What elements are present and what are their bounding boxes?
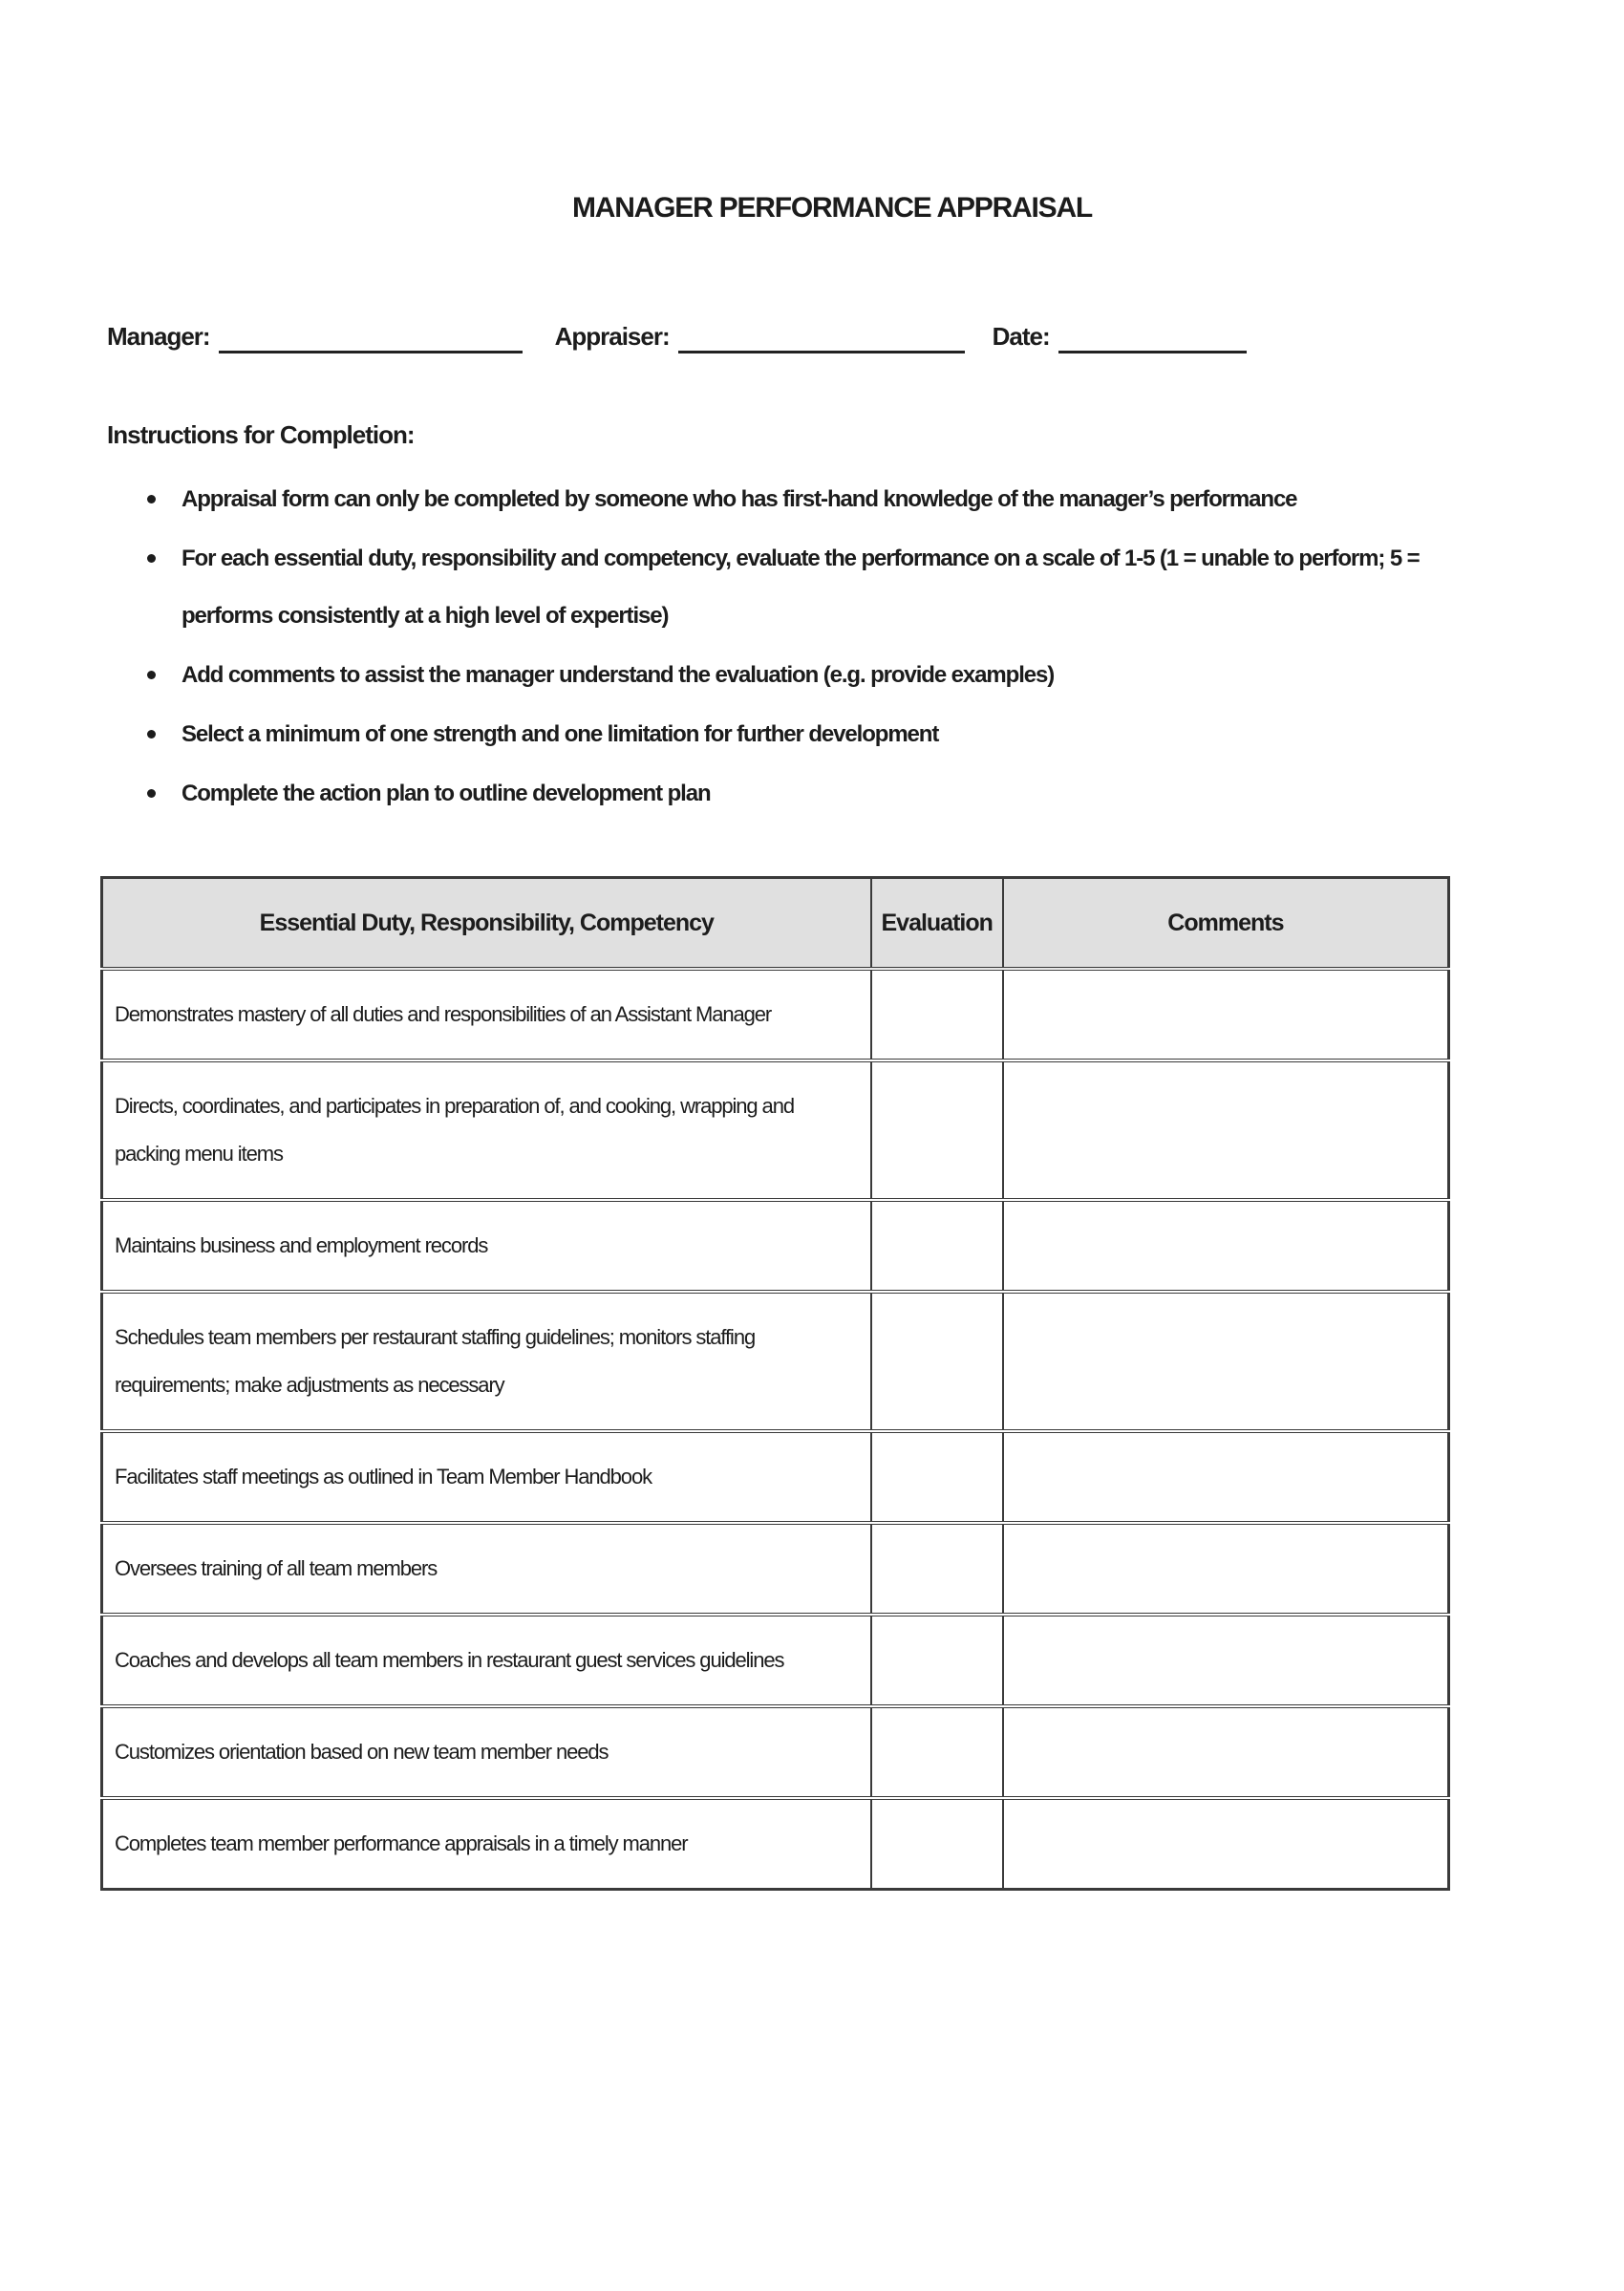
manager-blank-line[interactable]: [219, 344, 523, 353]
table-header-row: [102, 878, 1449, 970]
evaluation-column-header: Evaluation: [871, 878, 1003, 970]
comments-cell[interactable]: [1003, 1431, 1449, 1523]
evaluation-cell[interactable]: [871, 969, 1003, 1060]
duty-cell: Oversees training of all team members: [102, 1523, 871, 1615]
date-label: Date:: [992, 322, 1050, 351]
comments-cell[interactable]: [1003, 1292, 1449, 1431]
duty-column-header: Essential Duty, Responsibility, Competency: [102, 878, 871, 970]
duty-cell: Coaches and develops all team members in restaurant guest services guidelines: [102, 1615, 871, 1706]
fields-row: [107, 322, 1624, 353]
comments-cell[interactable]: [1003, 1615, 1449, 1706]
table-row: [102, 1523, 1449, 1615]
table-row: [102, 1431, 1449, 1523]
appraisal-table: [100, 876, 1450, 1891]
comments-cell[interactable]: [1003, 1798, 1449, 1890]
comments-cell[interactable]: [1003, 1200, 1449, 1292]
instruction-item: Complete the action plan to outline development plan: [145, 765, 1437, 823]
comments-cell[interactable]: [1003, 1706, 1449, 1798]
evaluation-cell[interactable]: [871, 1523, 1003, 1615]
evaluation-cell[interactable]: [871, 1615, 1003, 1706]
table-row: [102, 1292, 1449, 1431]
evaluation-cell[interactable]: [871, 1706, 1003, 1798]
comments-cell[interactable]: [1003, 1060, 1449, 1200]
table-row: [102, 1060, 1449, 1200]
instruction-item: For each essential duty, responsibility and competency, evaluate the performance on a scale of 1-5 (1 = unable to perform; 5 = performs consistently at a high level of expertise): [145, 530, 1437, 645]
duty-cell: Directs, coordinates, and participates in preparation of, and cooking, wrapping and packing menu items: [102, 1060, 871, 1200]
instructions-heading: Instructions for Completion:: [107, 420, 415, 449]
evaluation-cell[interactable]: [871, 1431, 1003, 1523]
document-page: [0, 189, 1624, 2291]
evaluation-cell[interactable]: [871, 1292, 1003, 1431]
appraiser-blank-line[interactable]: [678, 344, 965, 353]
comments-cell[interactable]: [1003, 969, 1449, 1060]
appraiser-label: Appraiser:: [554, 322, 670, 351]
duty-cell: Completes team member performance appraisals in a timely manner: [102, 1798, 871, 1890]
table-row: [102, 1798, 1449, 1890]
evaluation-cell[interactable]: [871, 1798, 1003, 1890]
duty-cell: Demonstrates mastery of all duties and responsibilities of an Assistant Manager: [102, 969, 871, 1060]
table-row: [102, 1615, 1449, 1706]
table-row: [102, 969, 1449, 1060]
instructions-list: [145, 471, 1437, 823]
date-blank-line[interactable]: [1058, 344, 1247, 353]
table-row: [102, 1706, 1449, 1798]
page-title: MANAGER PERFORMANCE APPRAISAL: [571, 192, 1093, 224]
instruction-item: Select a minimum of one strength and one limitation for further development: [145, 706, 1437, 763]
duty-cell: Maintains business and employment records: [102, 1200, 871, 1292]
table-row: [102, 1200, 1449, 1292]
duty-cell: Schedules team members per restaurant staffing guidelines; monitors staffing requirements; make adjustments as necessary: [102, 1292, 871, 1431]
evaluation-cell[interactable]: [871, 1200, 1003, 1292]
comments-cell[interactable]: [1003, 1523, 1449, 1615]
duty-cell: Customizes orientation based on new team member needs: [102, 1706, 871, 1798]
comments-column-header: Comments: [1003, 878, 1449, 970]
instruction-item: Add comments to assist the manager understand the evaluation (e.g. provide examples): [145, 647, 1437, 704]
instruction-item: Appraisal form can only be completed by someone who has first-hand knowledge of the manager’s performance: [145, 471, 1437, 528]
evaluation-cell[interactable]: [871, 1060, 1003, 1200]
manager-label: Manager:: [107, 322, 210, 351]
duty-cell: Facilitates staff meetings as outlined in Team Member Handbook: [102, 1431, 871, 1523]
